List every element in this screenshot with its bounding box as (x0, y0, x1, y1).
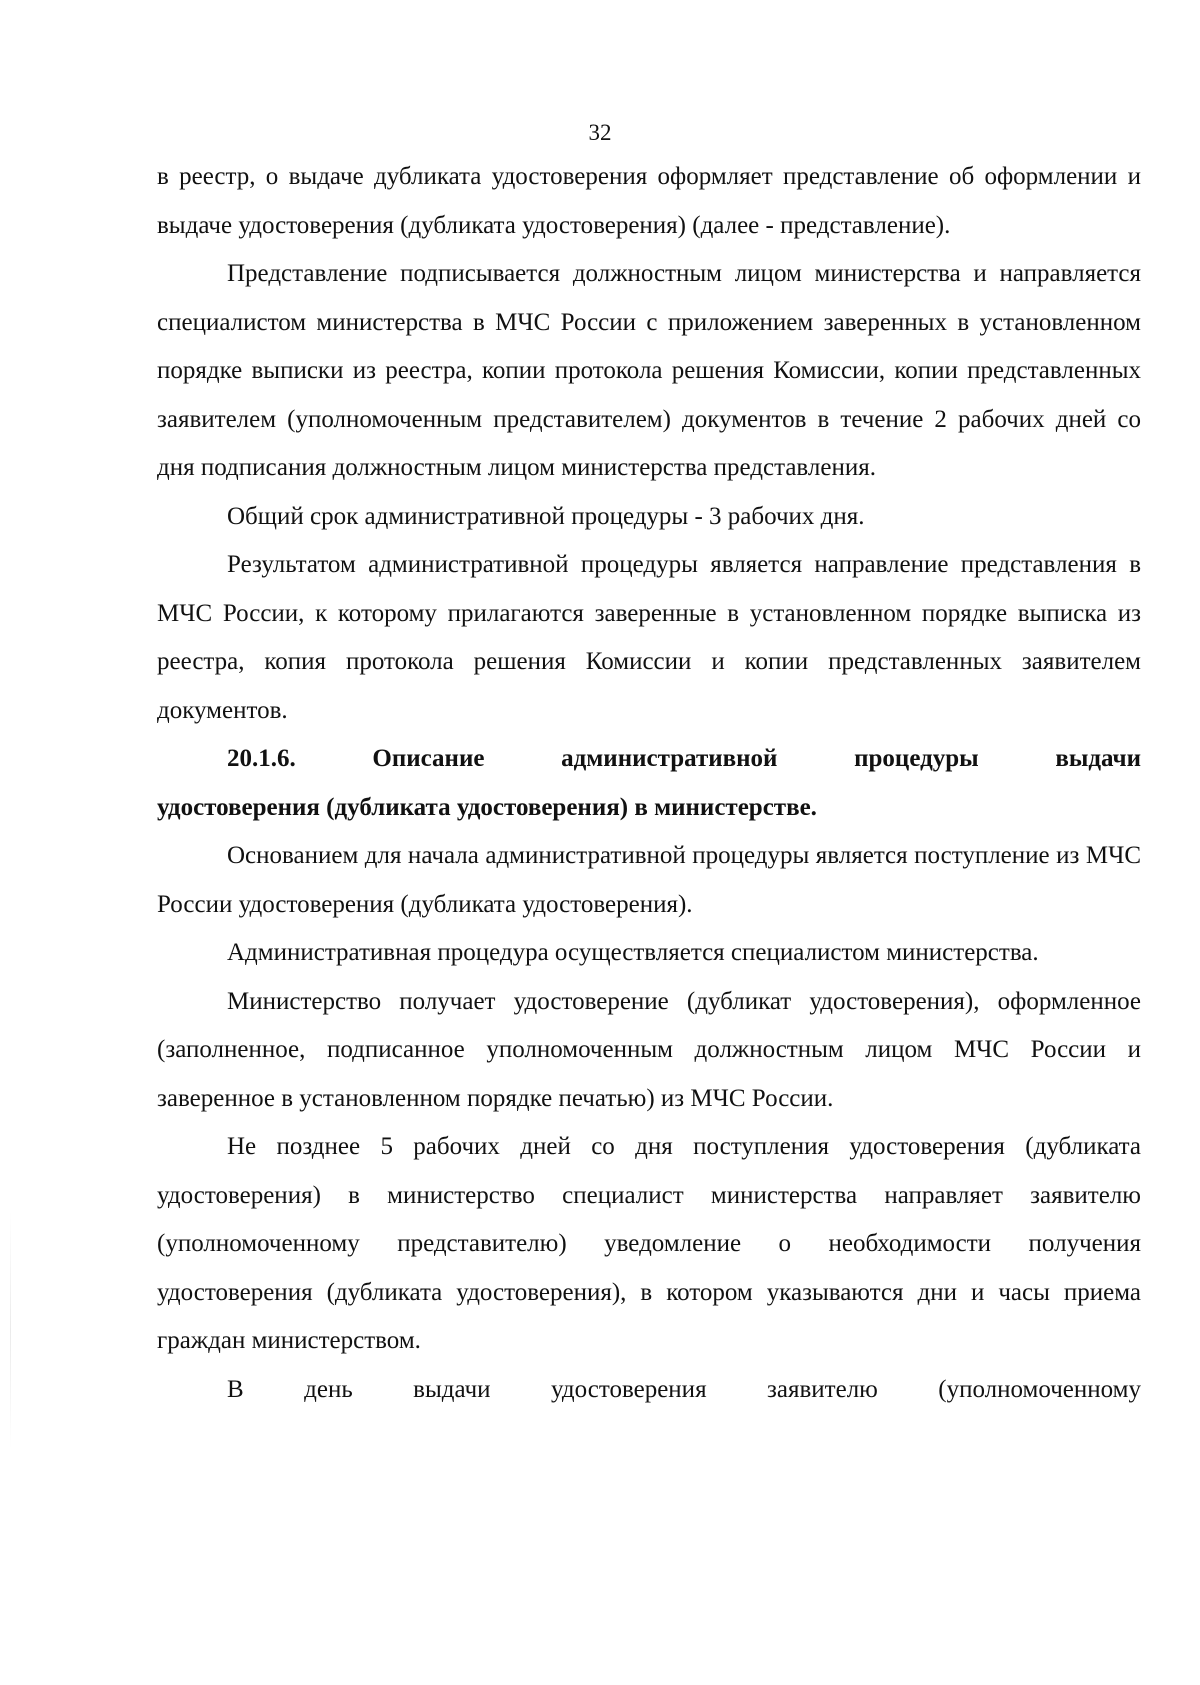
paragraph-total-term: Общий срок административной процедуры - 3 рабочих дня. (227, 502, 865, 530)
section-heading-number: 20.1.6. (227, 745, 296, 772)
paragraph-issuance-day: В день выдачи удостоверения заявителю (уполномоченному (227, 1375, 1141, 1403)
section-heading-line (157, 735, 1141, 784)
paragraph-procedure-executor: Административная процедура осуществляется специалистом министерства. (227, 939, 1039, 966)
section-heading-continuation: удостоверения (дубликата удостоверения) в министерстве. (157, 793, 817, 821)
paragraph-procedure-result: Результатом административной процедуры является направление представления в МЧС России, к которому прилагаются заверенные в установленном порядке выписка из реестра, копия протокола решения Комиссии и копии представленных заявителем документов. (157, 551, 1141, 724)
paragraph-procedure-basis: Основанием для начала административной процедуры является поступление из МЧС России удостоверения (дубликата удостоверения). (157, 842, 1141, 918)
document-body (157, 153, 1141, 1414)
scan-artifact (10, 1210, 11, 1450)
paragraph-receipt-of-certificate: Министерство получает удостоверение (дубликат удостоверения), оформленное (заполненное, подписанное уполномоченным должностным лицом МЧС России и заверенное в установленном порядке печатью) из МЧС России. (157, 987, 1141, 1112)
paragraph-continuation: в реестр, о выдаче дубликата удостоверения оформляет представление об оформлении и выдаче удостоверения (дубликата удостоверения) (далее - представление). (157, 163, 1141, 239)
section-heading-word: выдачи (1055, 745, 1141, 772)
section-heading-word: процедуры (854, 745, 979, 772)
section-heading-word: административной (561, 745, 778, 772)
paragraph-notification: Не позднее 5 рабочих дней со дня поступления удостоверения (дубликата удостоверения) в министерство специалист министерства направляет заявителю (уполномоченному представителю) уведомление о необходимости получения удостоверения (дубликата удостоверения), в котором указываются дни и часы приема граждан министерством. (157, 1133, 1141, 1354)
section-heading-word: Описание (372, 745, 485, 772)
page-number: 32 (588, 120, 612, 145)
paragraph-representation-signing: Представление подписывается должностным лицом министерства и направляется специалистом министерства в МЧС России с приложением заверенных в установленном порядке выписки из реестра, копии протокола решения Комиссии, копии представленных заявителем (уполномоченным представителем) документов в течение 2 рабочих дней со дня подписания должностным лицом министерства представления. (157, 260, 1141, 481)
